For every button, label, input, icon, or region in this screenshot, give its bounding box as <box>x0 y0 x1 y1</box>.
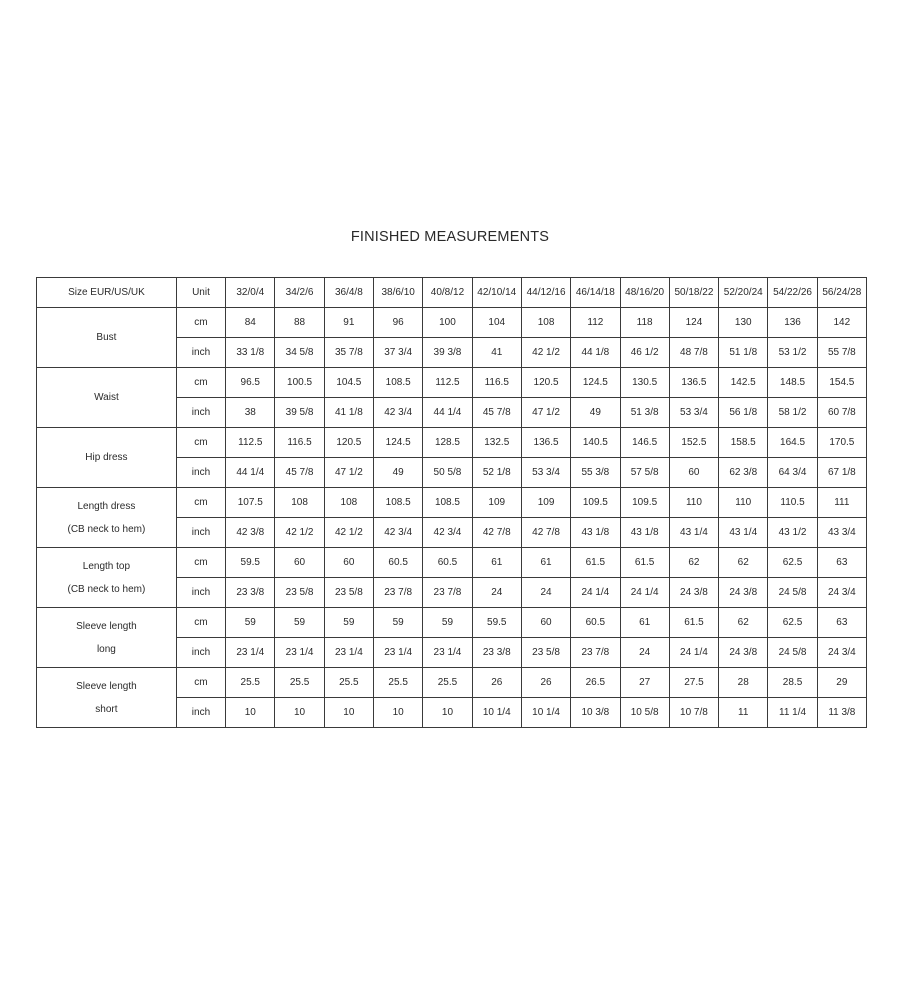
value-cell: 124.5 <box>571 368 620 398</box>
value-cell: 25.5 <box>374 668 423 698</box>
value-cell: 23 1/4 <box>423 638 472 668</box>
value-cell: 63 <box>817 608 866 638</box>
unit-header-label: Unit <box>176 278 225 308</box>
table-row <box>37 428 867 458</box>
unit-cell: inch <box>176 458 225 488</box>
value-cell: 11 <box>719 698 768 728</box>
value-cell: 41 <box>472 338 521 368</box>
value-cell: 50 5/8 <box>423 458 472 488</box>
value-cell: 24 3/8 <box>719 578 768 608</box>
value-cell: 23 3/8 <box>226 578 275 608</box>
measurement-label-line: (CB neck to hem) <box>67 523 146 535</box>
value-cell: 43 3/4 <box>817 518 866 548</box>
value-cell: 42 3/4 <box>374 518 423 548</box>
measurement-label-line: Hip dress <box>85 452 128 463</box>
value-cell: 42 7/8 <box>521 518 570 548</box>
value-cell: 24 5/8 <box>768 578 817 608</box>
value-cell: 91 <box>324 308 373 338</box>
value-cell: 38 <box>226 398 275 428</box>
measurement-label <box>37 308 177 368</box>
value-cell: 24 3/4 <box>817 638 866 668</box>
value-cell: 63 <box>817 548 866 578</box>
size-column-header: 36/4/8 <box>324 278 373 308</box>
size-column-header: 38/6/10 <box>374 278 423 308</box>
value-cell: 107.5 <box>226 488 275 518</box>
measurement-label-line: Bust <box>96 332 117 343</box>
unit-cell: cm <box>176 308 225 338</box>
value-cell: 49 <box>374 458 423 488</box>
value-cell: 28.5 <box>768 668 817 698</box>
value-cell: 52 1/8 <box>472 458 521 488</box>
value-cell: 100 <box>423 308 472 338</box>
size-column-header: 44/12/16 <box>521 278 570 308</box>
value-cell: 10 <box>423 698 472 728</box>
value-cell: 42 3/4 <box>423 518 472 548</box>
value-cell: 158.5 <box>719 428 768 458</box>
table-row <box>37 308 867 338</box>
value-cell: 42 1/2 <box>275 518 324 548</box>
value-cell: 109 <box>472 488 521 518</box>
value-cell: 42 1/2 <box>324 518 373 548</box>
value-cell: 146.5 <box>620 428 669 458</box>
value-cell: 116.5 <box>472 368 521 398</box>
value-cell: 108.5 <box>374 368 423 398</box>
value-cell: 108 <box>275 488 324 518</box>
value-cell: 10 1/4 <box>472 698 521 728</box>
value-cell: 51 1/8 <box>719 338 768 368</box>
value-cell: 109 <box>521 488 570 518</box>
unit-cell: inch <box>176 518 225 548</box>
value-cell: 23 1/4 <box>275 638 324 668</box>
value-cell: 61 <box>521 548 570 578</box>
value-cell: 23 3/8 <box>472 638 521 668</box>
value-cell: 26 <box>472 668 521 698</box>
value-cell: 59 <box>226 608 275 638</box>
value-cell: 48 7/8 <box>669 338 718 368</box>
value-cell: 41 1/8 <box>324 398 373 428</box>
value-cell: 67 1/8 <box>817 458 866 488</box>
value-cell: 120.5 <box>324 428 373 458</box>
value-cell: 62 <box>719 548 768 578</box>
value-cell: 23 5/8 <box>275 578 324 608</box>
value-cell: 154.5 <box>817 368 866 398</box>
value-cell: 51 3/8 <box>620 398 669 428</box>
value-cell: 112 <box>571 308 620 338</box>
measurement-label-line: Sleeve length <box>76 680 137 692</box>
size-column-header: 56/24/28 <box>817 278 866 308</box>
value-cell: 53 3/4 <box>669 398 718 428</box>
unit-cell: cm <box>176 428 225 458</box>
value-cell: 104.5 <box>324 368 373 398</box>
unit-cell: cm <box>176 368 225 398</box>
value-cell: 24 1/4 <box>620 578 669 608</box>
value-cell: 11 3/8 <box>817 698 866 728</box>
size-column-header: 50/18/22 <box>669 278 718 308</box>
value-cell: 35 7/8 <box>324 338 373 368</box>
unit-cell: inch <box>176 638 225 668</box>
unit-cell: cm <box>176 548 225 578</box>
size-header-label: Size EUR/US/UK <box>37 278 177 308</box>
value-cell: 130.5 <box>620 368 669 398</box>
value-cell: 60 <box>275 548 324 578</box>
value-cell: 112.5 <box>226 428 275 458</box>
unit-cell: inch <box>176 398 225 428</box>
value-cell: 39 3/8 <box>423 338 472 368</box>
value-cell: 42 7/8 <box>472 518 521 548</box>
value-cell: 37 3/4 <box>374 338 423 368</box>
value-cell: 108 <box>521 308 570 338</box>
value-cell: 148.5 <box>768 368 817 398</box>
size-column-header: 46/14/18 <box>571 278 620 308</box>
value-cell: 42 1/2 <box>521 338 570 368</box>
measurement-label <box>37 368 177 428</box>
value-cell: 136.5 <box>521 428 570 458</box>
value-cell: 56 1/8 <box>719 398 768 428</box>
value-cell: 47 1/2 <box>521 398 570 428</box>
value-cell: 108.5 <box>423 488 472 518</box>
value-cell: 23 7/8 <box>571 638 620 668</box>
value-cell: 23 7/8 <box>374 578 423 608</box>
value-cell: 62 <box>669 548 718 578</box>
size-column-header: 52/20/24 <box>719 278 768 308</box>
value-cell: 130 <box>719 308 768 338</box>
value-cell: 11 1/4 <box>768 698 817 728</box>
value-cell: 88 <box>275 308 324 338</box>
value-cell: 110 <box>669 488 718 518</box>
value-cell: 64 3/4 <box>768 458 817 488</box>
value-cell: 23 5/8 <box>324 578 373 608</box>
value-cell: 60 <box>669 458 718 488</box>
unit-cell: inch <box>176 698 225 728</box>
value-cell: 29 <box>817 668 866 698</box>
value-cell: 24 5/8 <box>768 638 817 668</box>
value-cell: 61 <box>620 608 669 638</box>
value-cell: 25.5 <box>226 668 275 698</box>
value-cell: 170.5 <box>817 428 866 458</box>
value-cell: 96.5 <box>226 368 275 398</box>
value-cell: 140.5 <box>571 428 620 458</box>
value-cell: 23 5/8 <box>521 638 570 668</box>
value-cell: 26.5 <box>571 668 620 698</box>
measurement-label-line: short <box>95 703 118 715</box>
value-cell: 24 3/4 <box>817 578 866 608</box>
value-cell: 44 1/8 <box>571 338 620 368</box>
value-cell: 25.5 <box>324 668 373 698</box>
value-cell: 136 <box>768 308 817 338</box>
measurement-label-line: Length dress <box>77 500 136 512</box>
value-cell: 10 1/4 <box>521 698 570 728</box>
measurement-label-line: (CB neck to hem) <box>67 583 146 595</box>
value-cell: 60.5 <box>423 548 472 578</box>
value-cell: 62 <box>719 608 768 638</box>
table-row <box>37 368 867 398</box>
value-cell: 49 <box>571 398 620 428</box>
value-cell: 42 3/8 <box>226 518 275 548</box>
value-cell: 10 <box>226 698 275 728</box>
value-cell: 61 <box>472 548 521 578</box>
measurement-label <box>37 608 177 668</box>
value-cell: 60 <box>521 608 570 638</box>
value-cell: 43 1/4 <box>719 518 768 548</box>
value-cell: 25.5 <box>423 668 472 698</box>
value-cell: 42 3/4 <box>374 398 423 428</box>
measurement-label <box>37 428 177 488</box>
header-row <box>37 278 867 308</box>
measurement-label <box>37 668 177 728</box>
value-cell: 43 1/8 <box>571 518 620 548</box>
value-cell: 109.5 <box>620 488 669 518</box>
value-cell: 112.5 <box>423 368 472 398</box>
page-title: FINISHED MEASUREMENTS <box>350 229 550 245</box>
value-cell: 10 <box>374 698 423 728</box>
value-cell: 23 1/4 <box>226 638 275 668</box>
value-cell: 26 <box>521 668 570 698</box>
value-cell: 10 7/8 <box>669 698 718 728</box>
value-cell: 118 <box>620 308 669 338</box>
value-cell: 142 <box>817 308 866 338</box>
table-row <box>37 668 867 698</box>
value-cell: 10 3/8 <box>571 698 620 728</box>
value-cell: 24 <box>472 578 521 608</box>
value-cell: 61.5 <box>669 608 718 638</box>
value-cell: 116.5 <box>275 428 324 458</box>
value-cell: 33 1/8 <box>226 338 275 368</box>
value-cell: 100.5 <box>275 368 324 398</box>
value-cell: 53 1/2 <box>768 338 817 368</box>
unit-cell: cm <box>176 668 225 698</box>
value-cell: 45 7/8 <box>472 398 521 428</box>
size-column-header: 40/8/12 <box>423 278 472 308</box>
value-cell: 60 7/8 <box>817 398 866 428</box>
unit-cell: inch <box>176 578 225 608</box>
table-row <box>37 488 867 518</box>
value-cell: 10 5/8 <box>620 698 669 728</box>
unit-cell: inch <box>176 338 225 368</box>
value-cell: 46 1/2 <box>620 338 669 368</box>
size-column-header: 32/0/4 <box>226 278 275 308</box>
value-cell: 53 3/4 <box>521 458 570 488</box>
value-cell: 109.5 <box>571 488 620 518</box>
value-cell: 24 <box>521 578 570 608</box>
value-cell: 132.5 <box>472 428 521 458</box>
value-cell: 59.5 <box>472 608 521 638</box>
value-cell: 10 <box>324 698 373 728</box>
value-cell: 128.5 <box>423 428 472 458</box>
value-cell: 24 3/8 <box>669 578 718 608</box>
value-cell: 43 1/2 <box>768 518 817 548</box>
value-cell: 124.5 <box>374 428 423 458</box>
table-row <box>37 608 867 638</box>
value-cell: 59 <box>275 608 324 638</box>
value-cell: 108 <box>324 488 373 518</box>
value-cell: 59 <box>423 608 472 638</box>
value-cell: 59.5 <box>226 548 275 578</box>
value-cell: 142.5 <box>719 368 768 398</box>
value-cell: 34 5/8 <box>275 338 324 368</box>
value-cell: 84 <box>226 308 275 338</box>
value-cell: 62.5 <box>768 608 817 638</box>
value-cell: 44 1/4 <box>423 398 472 428</box>
value-cell: 108.5 <box>374 488 423 518</box>
value-cell: 43 1/8 <box>620 518 669 548</box>
value-cell: 124 <box>669 308 718 338</box>
value-cell: 23 7/8 <box>423 578 472 608</box>
measurement-label-line: long <box>96 643 116 655</box>
value-cell: 111 <box>817 488 866 518</box>
value-cell: 24 3/8 <box>719 638 768 668</box>
value-cell: 27.5 <box>669 668 718 698</box>
value-cell: 45 7/8 <box>275 458 324 488</box>
measurement-label-line: Waist <box>94 392 119 403</box>
size-column-header: 42/10/14 <box>472 278 521 308</box>
value-cell: 23 1/4 <box>324 638 373 668</box>
value-cell: 24 <box>620 638 669 668</box>
measurement-label-line: Length top <box>82 560 131 572</box>
value-cell: 104 <box>472 308 521 338</box>
value-cell: 58 1/2 <box>768 398 817 428</box>
value-cell: 59 <box>374 608 423 638</box>
unit-cell: cm <box>176 488 225 518</box>
value-cell: 55 3/8 <box>571 458 620 488</box>
value-cell: 24 1/4 <box>669 638 718 668</box>
value-cell: 136.5 <box>669 368 718 398</box>
value-cell: 96 <box>374 308 423 338</box>
size-column-header: 48/16/20 <box>620 278 669 308</box>
value-cell: 61.5 <box>571 548 620 578</box>
value-cell: 25.5 <box>275 668 324 698</box>
measurement-label <box>37 488 177 548</box>
value-cell: 120.5 <box>521 368 570 398</box>
value-cell: 47 1/2 <box>324 458 373 488</box>
unit-cell: cm <box>176 608 225 638</box>
value-cell: 60 <box>324 548 373 578</box>
value-cell: 24 1/4 <box>571 578 620 608</box>
value-cell: 57 5/8 <box>620 458 669 488</box>
measurements-table <box>36 277 867 728</box>
value-cell: 59 <box>324 608 373 638</box>
value-cell: 152.5 <box>669 428 718 458</box>
value-cell: 62.5 <box>768 548 817 578</box>
value-cell: 23 1/4 <box>374 638 423 668</box>
value-cell: 27 <box>620 668 669 698</box>
table-row <box>37 548 867 578</box>
measurement-label <box>37 548 177 608</box>
value-cell: 55 7/8 <box>817 338 866 368</box>
value-cell: 60.5 <box>571 608 620 638</box>
value-cell: 164.5 <box>768 428 817 458</box>
size-column-header: 54/22/26 <box>768 278 817 308</box>
value-cell: 62 3/8 <box>719 458 768 488</box>
value-cell: 39 5/8 <box>275 398 324 428</box>
measurement-label-line: Sleeve length <box>76 620 137 632</box>
value-cell: 60.5 <box>374 548 423 578</box>
value-cell: 43 1/4 <box>669 518 718 548</box>
value-cell: 28 <box>719 668 768 698</box>
value-cell: 10 <box>275 698 324 728</box>
size-column-header: 34/2/6 <box>275 278 324 308</box>
value-cell: 110 <box>719 488 768 518</box>
value-cell: 61.5 <box>620 548 669 578</box>
value-cell: 110.5 <box>768 488 817 518</box>
value-cell: 44 1/4 <box>226 458 275 488</box>
